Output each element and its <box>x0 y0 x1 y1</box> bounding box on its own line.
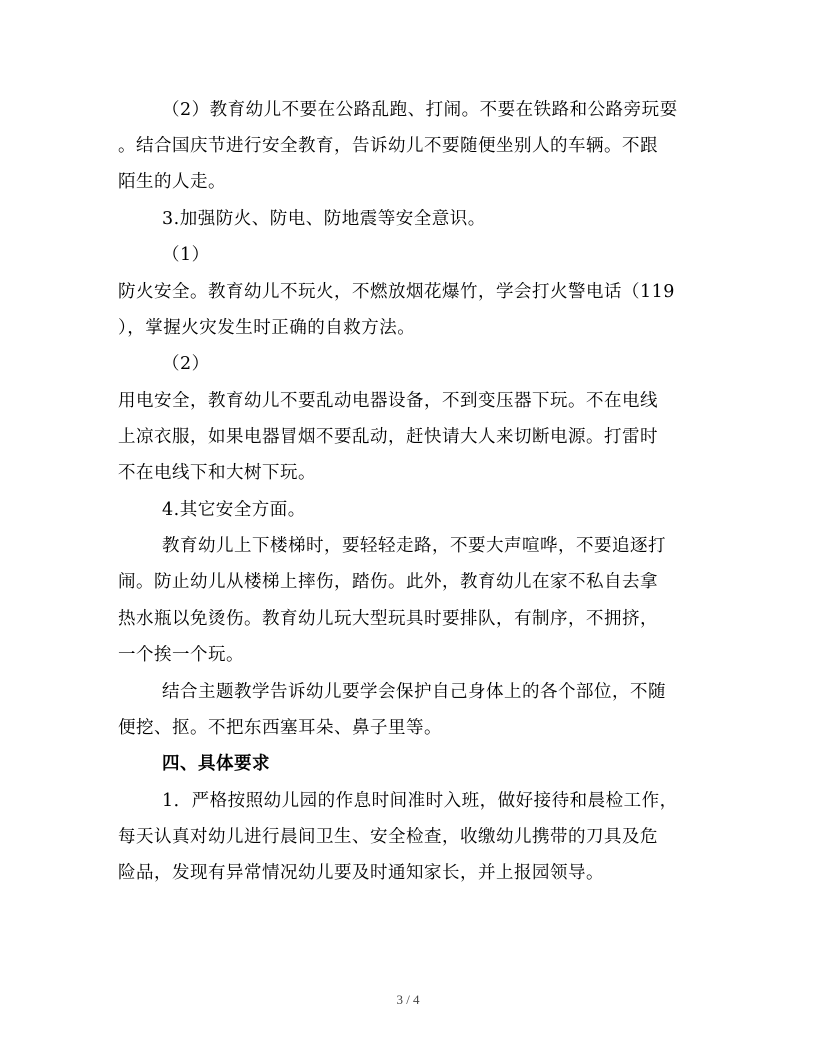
text-line: 结合主题教学告诉幼儿要学会保护自己身体上的各个部位，不随 <box>162 682 666 702</box>
text-line: 1．严格按照幼儿园的作息时间准时入班，做好接待和晨检工作， <box>162 791 678 811</box>
text-line: 热水瓶以免烫伤。教育幼儿玩大型玩具时要排队，有制序，不拥挤， <box>118 609 658 629</box>
text-line: 。结合国庆节进行安全教育，告诉幼儿不要随便坐别人的车辆。不跟 <box>118 136 658 156</box>
text-line: （1） <box>162 245 210 265</box>
text-line: 不在电线下和大树下玩。 <box>118 463 316 483</box>
page-number: 3 / 4 <box>396 992 420 1007</box>
text-line: 上凉衣服，如果电器冒烟不要乱动，赶快请大人来切断电源。打雷时 <box>118 427 658 447</box>
text-line: 险品，发现有异常情况幼儿要及时通知家长，并上报园领导。 <box>118 863 604 883</box>
text-line: 3.加强防火、防电、防地震等安全意识。 <box>162 209 486 229</box>
text-line: 教育幼儿上下楼梯时，要轻轻走路，不要大声喧哗，不要追逐打 <box>162 536 666 556</box>
text-line: 便挖、抠。不把东西塞耳朵、鼻子里等。 <box>118 718 442 738</box>
text-line: 每天认真对幼儿进行晨间卫生、安全检查，收缴幼儿携带的刀具及危 <box>118 827 658 847</box>
section-heading: 四、具体要求 <box>162 754 270 774</box>
text-line: 闹。防止幼儿从楼梯上摔伤，踏伤。此外，教育幼儿在家不私自去拿 <box>118 572 658 592</box>
text-line: （2） <box>162 354 210 374</box>
text-line: 防火安全。教育幼儿不玩火，不燃放烟花爆竹，学会打火警电话（119 <box>118 282 675 302</box>
text-line: 4.其它安全方面。 <box>162 500 306 520</box>
text-line: 用电安全，教育幼儿不要乱动电器设备，不到变压器下玩。不在电线 <box>118 391 658 411</box>
text-line: 一个挨一个玩。 <box>118 645 244 665</box>
text-line: ），掌握火灾发生时正确的自救方法。 <box>118 318 416 338</box>
text-line: （2）教育幼儿不要在公路乱跑、打闹。不要在铁路和公路旁玩耍 <box>162 100 678 120</box>
text-line: 陌生的人走。 <box>118 172 226 192</box>
